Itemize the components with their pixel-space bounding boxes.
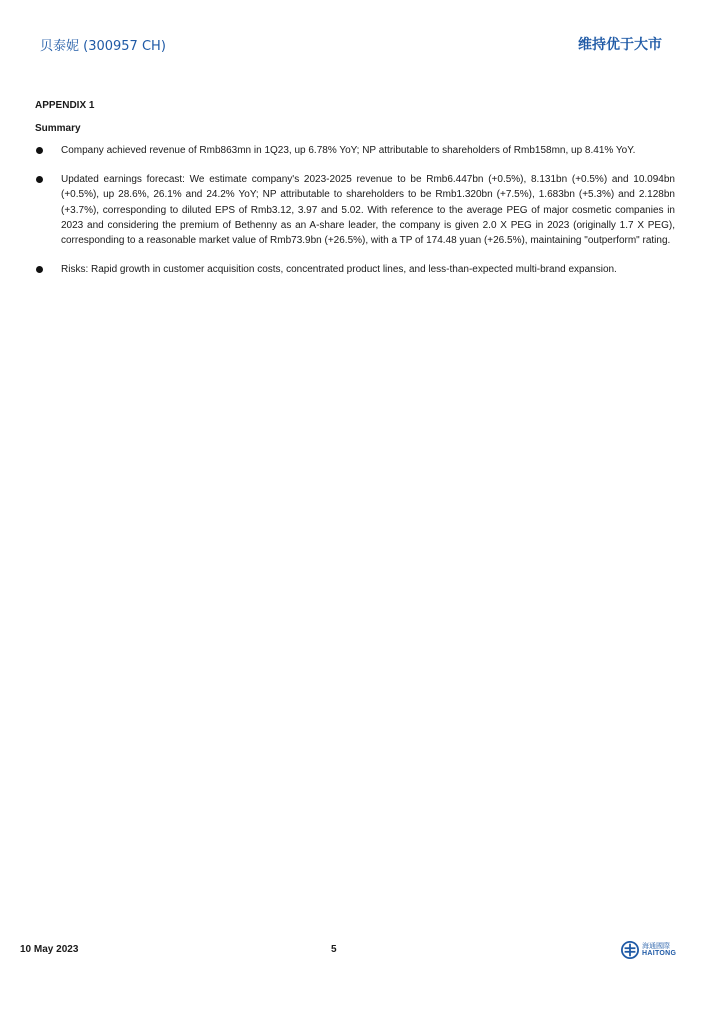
bullet-dot-icon (36, 266, 43, 273)
haitong-logo-icon (621, 941, 639, 959)
page-number: 5 (331, 944, 337, 955)
summary-bullet-list (35, 143, 675, 291)
logo-text-cn: 海通國際 (642, 942, 670, 950)
bullet-dot-icon (36, 147, 43, 154)
summary-heading: Summary (35, 123, 81, 134)
bullet-text: Risks: Rapid growth in customer acquisition costs, concentrated product lines, and less-than-expected multi-brand expansion. (61, 264, 617, 276)
bullet-text: Updated earnings forecast: We estimate company's 2023-2025 revenue to be Rmb6.447bn (+0.5%), 8.131bn (+0.5%) and 10.094bn (+0.5%), up 28.6%, 26.1% and 24.2% YoY; NP attributable to shareholders to be Rmb1.320bn (+7.5%), 1.683bn (+5.3%) and 2.128bn (+3.7%), corresponding to diluted EPS of Rmb3.12, 3.97 and 5.02. With reference to the average PEG of major cosmetic companies in 2023 and considering the premium of Bethenny as an A-share leader, the company is given 2.0 X PEG in 2023 (originally 1.7 X PEG), corresponding to a reasonable market value of Rmb73.9bn (+26.5%), with a TP of 174.48 yuan (+26.5%), maintaining "outperform" rating. (61, 174, 675, 247)
rating-tag: 维持优于大市 (578, 37, 662, 53)
report-company-header: 贝泰妮 (300957 CH) (40, 39, 166, 54)
summary-bullet (35, 143, 675, 158)
summary-bullet (35, 262, 675, 277)
summary-bullet (35, 172, 675, 248)
haitong-logo (621, 941, 676, 959)
footer-date: 10 May 2023 (20, 944, 79, 955)
section-title: APPENDIX 1 (35, 100, 95, 111)
bullet-dot-icon (36, 176, 43, 183)
bullet-text: Company achieved revenue of Rmb863mn in 1Q23, up 6.78% YoY; NP attributable to shareholders of Rmb158mn, up 8.41% YoY. (61, 145, 636, 156)
logo-text-en: HAITONG (642, 950, 677, 957)
